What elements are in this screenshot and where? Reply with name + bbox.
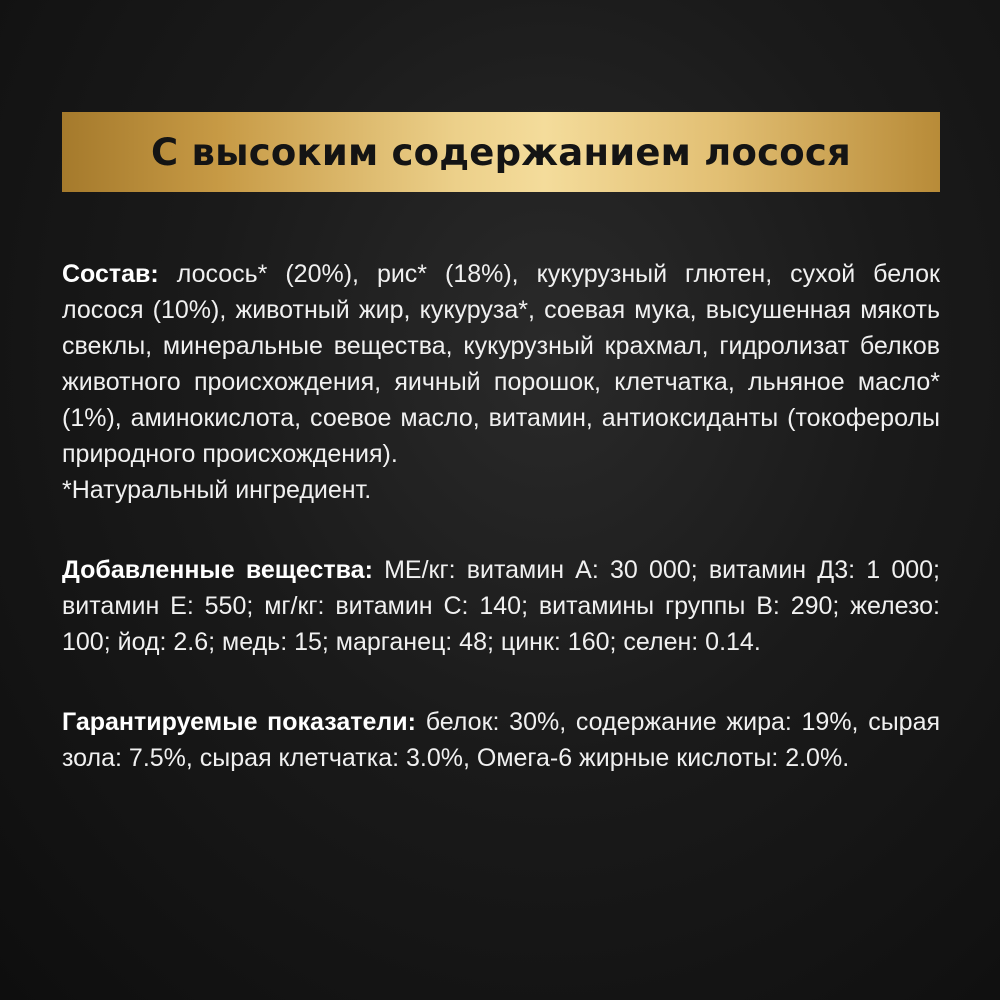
guaranteed-label: Гарантируемые показатели: xyxy=(62,708,416,736)
title-banner xyxy=(62,112,940,192)
composition-text: лосось* (20%), рис* (18%), кукурузный глютен, сухой белок лосося (10%), животный жир, кукуруза*, соевая мука, высушенная мякоть свеклы, минеральные вещества, кукурузный крахмал, гидролизат белков животного происхождения, яичный порошок, клетчатка, льняное масло* (1%), аминокислота, соевое масло, витамин, антиоксиданты (токоферолы природного происхождения). xyxy=(62,260,940,468)
section-gap xyxy=(62,508,940,552)
additives-paragraph xyxy=(62,552,940,660)
section-gap xyxy=(62,660,940,704)
additives-text: МЕ/кг: витамин А: 30 000; витамин Д3: 1 000; витамин Е: 550; мг/кг: витамин С: 140; витамины группы В: 290; железо: 100; йод: 2.6; медь: 15; марганец: 48; цинк: 160; селен: 0.14. xyxy=(62,556,941,656)
composition-label: Состав: xyxy=(62,260,159,288)
additives-label: Добавленные вещества: xyxy=(62,556,373,584)
banner-title: С высоким содержанием лосося xyxy=(151,130,851,174)
natural-ingredient-note: *Натуральный ингредиент. xyxy=(62,476,372,504)
composition-paragraph xyxy=(62,256,940,472)
guaranteed-text: белок: 30%, содержание жира: 19%, сырая зола: 7.5%, сырая клетчатка: 3.0%, Омега-6 жирные кислоты: 2.0%. xyxy=(62,708,941,772)
product-info xyxy=(62,256,940,776)
guaranteed-paragraph xyxy=(62,704,940,776)
